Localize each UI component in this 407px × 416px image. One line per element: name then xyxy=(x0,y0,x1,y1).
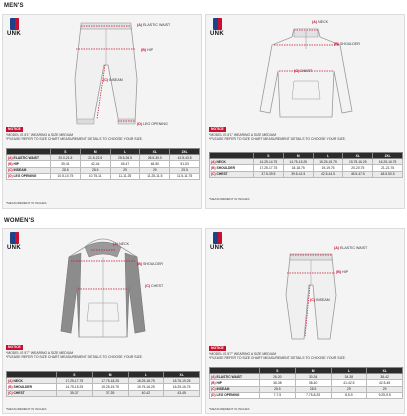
size-value: 39.5-41.5 xyxy=(283,171,313,177)
size-value: 15.25-15.75 xyxy=(92,384,128,390)
size-header-3: L xyxy=(331,368,367,374)
size-value: 15.75-16.25 xyxy=(343,159,373,165)
measurement-key: (B) xyxy=(211,380,216,385)
refer-note: *PLEASE REFER TO SIZE CHART MEASUREMENT DETAILS TO CHOOSE YOUR SIZE. xyxy=(6,137,143,142)
measurement-name: INSEAM xyxy=(13,168,27,173)
measurement-name: CHEST xyxy=(13,391,25,396)
size-value: 11.5-11.75 xyxy=(170,173,200,179)
league-logo-icon xyxy=(10,232,19,244)
size-value: 19-19.75 xyxy=(313,165,343,171)
measurement-name: HIP xyxy=(216,380,222,385)
size-value: 39-41 xyxy=(51,161,81,167)
size-value: 48-50 xyxy=(140,161,170,167)
size-value: 7.75-8.25 xyxy=(295,392,331,398)
size-value: 15.25-15.75 xyxy=(313,159,343,165)
size-value: 14.75-15.25 xyxy=(283,159,313,165)
table-row xyxy=(7,173,200,179)
size-value: 41-42.5 xyxy=(331,380,367,386)
notice-tag: NOTICE xyxy=(211,346,224,350)
callout-inseam: (C) INSEAM xyxy=(103,78,123,82)
size-value: 42.5-45 xyxy=(367,380,403,386)
size-value: 21-21.75 xyxy=(373,165,403,171)
measurement-footnote: *MEASUREMENT IN INCHES xyxy=(6,201,47,205)
logo-text: UNK xyxy=(7,245,21,251)
mens-pants-card xyxy=(2,14,202,209)
size-header-4: XL xyxy=(367,368,403,374)
measurement-label xyxy=(7,390,57,396)
measurement-key: (D) xyxy=(8,174,13,179)
size-value: 26-30 xyxy=(260,374,296,380)
size-value: 29.5 xyxy=(170,167,200,173)
womens-pants-illustration-icon xyxy=(276,251,346,343)
measurement-name: ELASTIC WAIST xyxy=(216,374,242,379)
size-value: 37-39 xyxy=(92,390,128,396)
mens-pullover-card xyxy=(205,14,405,209)
measurement-name: LEG OPENING xyxy=(216,393,240,398)
size-value: 29 xyxy=(140,167,170,173)
measurement-key: (B) xyxy=(211,165,216,170)
size-notes xyxy=(6,127,143,142)
logo-text: UNK xyxy=(210,245,224,251)
logo-text: UNK xyxy=(7,31,21,37)
size-header-2: M xyxy=(80,149,110,155)
womens-section-label: WOMEN'S xyxy=(4,218,35,224)
measurement-name: SHOULDER xyxy=(13,384,32,389)
measurement-name: INSEAM xyxy=(216,387,230,392)
size-header-2: M xyxy=(283,153,313,159)
size-value: 8.5-9 xyxy=(331,392,367,398)
measurement-key: (A) xyxy=(211,159,216,164)
measurement-key: (C) xyxy=(8,391,13,396)
brand-logo xyxy=(209,232,225,251)
size-header-3: L xyxy=(128,372,164,378)
size-value: 42.5-44.5 xyxy=(313,171,343,177)
measurement-key: (B) xyxy=(8,161,13,166)
table-row xyxy=(210,171,403,177)
measurement-key: (A) xyxy=(8,378,13,383)
size-value: 11-11.25 xyxy=(110,173,140,179)
measurement-name: CHEST xyxy=(216,172,228,177)
size-value: 34-38 xyxy=(331,374,367,380)
size-chart-table xyxy=(6,148,200,180)
size-value: 7-7.5 xyxy=(260,392,296,398)
size-value: 17.75-18.25 xyxy=(92,378,128,384)
size-value: 20-20.75 xyxy=(343,165,373,171)
refer-note: *PLEASE REFER TO SIZE CHART MEASUREMENT DETAILS TO CHOOSE YOUR SIZE. xyxy=(209,137,346,142)
size-value: 10.5-10.75 xyxy=(51,173,81,179)
size-header-5: 2XL xyxy=(170,149,200,155)
size-value: 48.5-50.5 xyxy=(373,171,403,177)
measurement-key: (D) xyxy=(211,393,216,398)
table-row xyxy=(7,390,200,396)
size-value: 37.5-39.5 xyxy=(254,171,284,177)
size-value: 17.25-17.75 xyxy=(254,165,284,171)
table-row xyxy=(210,392,403,398)
measurement-footnote: *MEASUREMENT IN INCHES xyxy=(209,197,250,201)
size-value: 17.25-17.75 xyxy=(57,378,93,384)
size-value: 28.5-30.0 xyxy=(140,155,170,161)
size-value: 35-37 xyxy=(57,390,93,396)
size-value: 38-40 xyxy=(295,380,331,386)
size-value: 40-42 xyxy=(128,390,164,396)
measurement-label xyxy=(7,173,51,179)
size-notes xyxy=(209,127,346,142)
model-note: *MODEL IS 5'7" WEARING A SIZE MEDIUM xyxy=(6,350,74,355)
size-header-4: XL xyxy=(140,149,170,155)
size-chart-table xyxy=(6,371,200,397)
callout-inseam: (C) INSEAM xyxy=(310,298,330,302)
measurement-footnote: *MEASUREMENT IN INCHES xyxy=(209,407,250,411)
size-value: 36-38 xyxy=(260,380,296,386)
callout-chest: (C) CHEST xyxy=(145,284,164,288)
callout-shoulder: (B) SHOULDER xyxy=(137,262,163,266)
callout-shoulder: (B) SHOULDER xyxy=(334,42,360,46)
size-value: 38-42 xyxy=(367,374,403,380)
league-logo-icon xyxy=(213,232,222,244)
measurement-name: NECK xyxy=(13,378,23,383)
size-value: 18.75-19.25 xyxy=(164,378,200,384)
size-value: 51-53 xyxy=(170,161,200,167)
brand-logo xyxy=(6,232,22,251)
size-header-4: XL xyxy=(164,372,200,378)
size-chart-table xyxy=(209,152,403,178)
model-note: *MODEL IS 5'7" WEARING A SIZE MEDIUM xyxy=(209,351,277,356)
refer-note: *PLEASE REFER TO SIZE CHART MEASUREMENT DETAILS TO CHOOSE YOUR SIZE. xyxy=(6,355,143,360)
measurement-name: LEG OPENING xyxy=(13,174,37,179)
size-value: 14.25-14.75 xyxy=(254,159,284,165)
logo-text: UNK xyxy=(210,31,224,37)
size-value: 29 xyxy=(110,167,140,173)
size-header-1: S xyxy=(57,372,93,378)
size-value: 11.25-11.5 xyxy=(140,173,170,179)
size-header-1: S xyxy=(260,368,296,374)
notice-tag: NOTICE xyxy=(8,345,21,349)
size-value: 28.5 xyxy=(295,386,331,392)
callout-chest: (C) CHEST xyxy=(294,69,313,73)
size-value: 43-45 xyxy=(164,390,200,396)
size-header-3: L xyxy=(110,149,140,155)
size-value: 28.5 xyxy=(260,386,296,392)
size-value: 16.25-16.75 xyxy=(164,384,200,390)
measurement-label xyxy=(210,392,260,398)
size-value: 18.25-18.75 xyxy=(128,378,164,384)
brand-logo xyxy=(209,18,225,37)
notice-tag: NOTICE xyxy=(8,127,21,131)
measurement-key: (A) xyxy=(8,155,13,160)
size-header-2: M xyxy=(92,372,128,378)
measurement-footnote: *MEASUREMENT IN INCHES xyxy=(6,407,47,411)
size-value: 25.5-26.5 xyxy=(110,155,140,161)
league-logo-icon xyxy=(10,18,19,30)
size-header-1: S xyxy=(51,149,81,155)
size-value: 20.0-21.5 xyxy=(51,155,81,161)
callout-leg-opening: (D) LEG OPENING xyxy=(137,122,168,126)
size-notes xyxy=(6,345,143,360)
size-value: 21.5-22.5 xyxy=(80,155,110,161)
size-value: 30-34 xyxy=(295,374,331,380)
measurement-key: (C) xyxy=(8,168,13,173)
size-value: 42.5-43.5 xyxy=(170,155,200,161)
measurement-key: (C) xyxy=(211,387,216,392)
pants-illustration-icon xyxy=(61,19,151,131)
callout-elastic-waist: (A) ELASTIC WAIST xyxy=(334,246,368,250)
callout-neck: (A) NECK xyxy=(312,20,328,24)
size-header-1: S xyxy=(254,153,284,159)
brand-logo xyxy=(6,18,22,37)
hoodie-illustration-icon xyxy=(55,233,151,343)
size-header-3: L xyxy=(313,153,343,159)
refer-note: *PLEASE REFER TO SIZE CHART MEASUREMENT DETAILS TO CHOOSE YOUR SIZE. xyxy=(209,356,346,361)
measurement-key: (A) xyxy=(211,374,216,379)
size-value: 28.5 xyxy=(80,167,110,173)
size-value: 42-44 xyxy=(80,161,110,167)
size-header-2: M xyxy=(295,368,331,374)
mens-section-label: MEN'S xyxy=(4,3,24,9)
size-value: 29 xyxy=(367,386,403,392)
size-value: 18-18.75 xyxy=(283,165,313,171)
measurement-name: HIP xyxy=(13,161,19,166)
size-value: 45-47 xyxy=(110,161,140,167)
womens-hoodie-card xyxy=(2,228,202,414)
size-value: 14.75-15.25 xyxy=(57,384,93,390)
measurement-label xyxy=(210,171,254,177)
measurement-name: NECK xyxy=(216,159,226,164)
size-notes xyxy=(209,346,346,361)
size-header-5: 2XL xyxy=(373,153,403,159)
measurement-name: ELASTIC WAIST xyxy=(13,155,39,160)
size-value: 16.25-16.75 xyxy=(373,159,403,165)
size-value: 10.75-11 xyxy=(80,173,110,179)
size-value: 9.25-9.5 xyxy=(367,392,403,398)
size-value: 28.5 xyxy=(51,167,81,173)
womens-pants-card xyxy=(205,228,405,414)
callout-hip: (B) HIP xyxy=(141,48,153,52)
league-logo-icon xyxy=(213,18,222,30)
size-chart-table xyxy=(209,367,403,399)
size-value: 45.5-47.5 xyxy=(343,171,373,177)
callout-neck: (A) NECK xyxy=(113,242,129,246)
callout-hip: (B) HIP xyxy=(336,270,348,274)
measurement-name: SHOULDER xyxy=(216,165,235,170)
callout-elastic-waist: (A) ELASTIC WAIST xyxy=(137,23,171,27)
measurement-key: (C) xyxy=(211,172,216,177)
measurement-key: (B) xyxy=(8,384,13,389)
size-value: 15.75-16.25 xyxy=(128,384,164,390)
size-header-4: XL xyxy=(343,153,373,159)
model-note: *MODEL IS 6'1" WEARING A SIZE MEDIUM xyxy=(6,132,74,137)
notice-tag: NOTICE xyxy=(211,127,224,131)
model-note: *MODEL IS 6'1" WEARING A SIZE MEDIUM xyxy=(209,132,277,137)
size-value: 29 xyxy=(331,386,367,392)
